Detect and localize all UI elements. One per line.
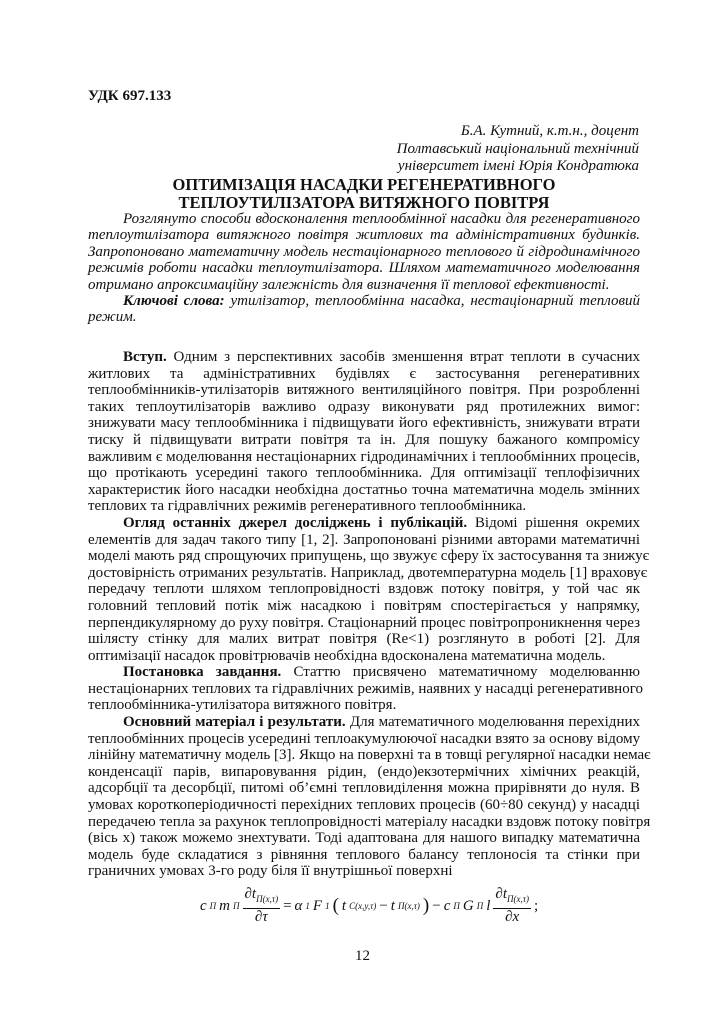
eq-fraction (243, 886, 281, 926)
title-line: ОПТИМІЗАЦІЯ НАСАДКИ РЕГЕНЕРАТИВНОГО (172, 175, 556, 194)
eq-sub: П (476, 901, 484, 911)
paragraph-text: житлових та адміністративних будівлях є застосування регенеративних (88, 365, 640, 382)
eq-symbol: m (219, 897, 231, 914)
paragraph-text: Для математичного моделювання перехідних (345, 714, 640, 731)
author-affiliation: Полтавський національний технічний (396, 140, 639, 157)
eq-sub: П (209, 901, 217, 911)
eq-sub: C(x,y,τ) (349, 901, 377, 911)
eq-symbol: t (390, 897, 395, 914)
paragraph-line (88, 382, 640, 399)
paragraph-text: (вісь x) також можемо знехтувати. Тоді адаптована для нашого випадку математична (88, 830, 640, 847)
paragraph-text: Відомі рішення окремих (467, 514, 640, 531)
paragraph-line (88, 780, 640, 797)
eq-sub: 1 (325, 901, 330, 911)
keywords-label: Ключові слова: (123, 292, 225, 309)
paragraph-line (88, 680, 643, 698)
paragraph-line (88, 498, 640, 515)
paragraph-text: теплообмінника-утилізатора витяжного повітря. (88, 697, 397, 714)
eq-sign: − (379, 897, 388, 914)
paragraph-line (88, 797, 640, 814)
author-affiliation: університет імені Юрія Кондратюка (397, 158, 639, 174)
paragraph-text: Статтю присвячено математичному моделюванню (281, 664, 641, 681)
eq-sign: − (432, 897, 441, 914)
abstract-line (88, 227, 640, 243)
paragraph-text: елементів для задач такого типу [1, 2]. Запропоновані різними авторами математичні (88, 531, 640, 548)
keywords-text: режим. (88, 309, 137, 326)
abstract-text: Запропоновано математичну модель нестаціонарного теплового й гідродинамічного (88, 243, 640, 260)
paragraph-line (88, 648, 640, 665)
paragraph-line (88, 366, 640, 383)
abstract-line (88, 211, 640, 227)
paragraph-text: що протікають усередині такого теплообмінника. Для оптимізації теплофізичних (88, 465, 640, 482)
paragraph-text: лінійну математичну модель [3]. Якщо на поверхні та в товщі регулярної насадки немає (88, 747, 651, 764)
paragraph-text: достовірність отриманих результатів. Наприклад, двотемпературна модель [1] враховує (88, 564, 648, 581)
paragraph-text: моделі мають ряд спрощуючих припущень, що звужує сферу їх застосування та знижує (88, 548, 650, 565)
paragraph-text: таких теплоутилізаторів важливо одразу виконувати ряд протилежних вимог: (88, 398, 640, 415)
title-line: ТЕПЛОУТИЛІЗАТОРА ВИТЯЖНОГО ПОВІТРЯ (178, 192, 550, 212)
eq-symbol: ∂x (505, 909, 520, 925)
paragraph-line (88, 432, 640, 449)
paragraph-line (88, 515, 640, 532)
abstract-line (88, 260, 640, 276)
eq-symbol: c (443, 897, 451, 914)
author-name: Б.А. Кутний, к.т.н., доцент (460, 123, 639, 139)
paragraph-line (88, 548, 650, 565)
eq-symbol: G (462, 897, 474, 914)
paragraph-line (88, 813, 651, 831)
paragraph-line (88, 731, 640, 748)
paragraph-text: Одним з перспективних засобів зменшення втрат теплоти в сучасних (166, 349, 640, 365)
paragraph-line (88, 714, 640, 731)
paragraph-line (88, 697, 640, 714)
paragraph-text: характеристик його насадки необхідна достатньо точна математична модель змінних (88, 481, 640, 498)
eq-sub: П(x,τ) (397, 901, 420, 911)
paragraph-text: конденсації парів, випаровування рідин, (ендо)екзотермічних хімічних реакцій, (88, 763, 640, 780)
eq-sub: П(x,τ) (507, 894, 529, 904)
keywords-line (88, 293, 640, 309)
paragraph-line (88, 747, 651, 764)
abstract-text: отримано апроксимаційну залежність для визначення її теплової ефективності. (88, 276, 610, 293)
eq-paren: ( (332, 895, 339, 916)
paragraph-text: модель буде складатися з рівняння теплового балансу теплоносія та стінки при (88, 846, 640, 863)
eq-sign: = (283, 897, 292, 914)
paragraph-text: важливим є моделювання нестаціонарних гідродинамічних і теплообмінних процесів, (88, 448, 640, 465)
paragraph-text: передачею тепла за рахунок теплопровідності матеріалу насадки вздовж потоку повітря (88, 813, 651, 830)
paragraph-text: адсорбції та десорбції, питомі об’ємні тепловиділення можна прирівняти до нуля. В (88, 780, 640, 797)
eq-fraction (493, 886, 531, 926)
paragraph-line (88, 399, 640, 416)
paragraph-line (88, 631, 640, 648)
paragraph-text: нестаціонарних теплових та гідравлічних режимів, наявних у насадці регенеративного (88, 680, 643, 697)
keywords-text: утилізатор, теплообмінна насадка, нестаціонарний тепловий (224, 292, 640, 309)
paragraph-line (88, 349, 640, 366)
section-heading: Огляд останніх джерел досліджень і публікацій. (123, 514, 468, 531)
equation (200, 886, 600, 926)
eq-sub: 1 (305, 901, 310, 911)
paragraph-line (88, 449, 640, 466)
eq-punct: ; (533, 897, 539, 914)
eq-symbol: F (312, 897, 323, 914)
abstract (88, 211, 640, 326)
paragraph-line (88, 664, 640, 681)
udc-code: УДК 697.133 (88, 88, 172, 104)
paragraph-text: оптимізації насадок провітрювачів необхідна вдосконалена математична модель. (88, 647, 606, 664)
paragraph-line (88, 598, 640, 615)
paragraph-text: граничних умовах 3-го роду біля її внутрішньої поверхні (88, 863, 453, 880)
author-block (397, 123, 639, 176)
paragraph-text: передачу теплоти шляхом теплопровідності вздовж потоку повітря, у той час як (88, 581, 640, 598)
paragraph-line (88, 415, 640, 432)
abstract-line (88, 244, 640, 260)
keywords-line (88, 309, 640, 325)
paragraph-text: перпендикулярному до руху повітря. Стаціонарний процес повітропроникнення через (88, 614, 640, 631)
paragraph-line (88, 465, 640, 482)
eq-sub: П(x,τ) (256, 894, 279, 904)
page-number: 12 (355, 948, 370, 964)
eq-symbol: α (294, 897, 303, 914)
paragraph-line (88, 581, 640, 598)
paragraph-text: теплообмінників-утилізаторів витяжного вентиляційного повітря. При розробленні (88, 382, 640, 399)
section-heading: Основний матеріал і результати. (123, 714, 346, 731)
eq-symbol: ∂τ (254, 909, 268, 925)
paragraph-text: теплових та гідравлічних режимів регенеративного теплообмінника. (88, 498, 527, 515)
paragraph-line (88, 830, 640, 847)
paragraph-line (88, 564, 648, 582)
eq-sub: П (453, 901, 460, 911)
section-heading: Постановка завдання. (123, 664, 282, 681)
eq-sub: П (233, 901, 240, 911)
abstract-line (88, 277, 640, 293)
paragraph-line (88, 847, 640, 864)
abstract-text: режимів роботи насадки теплоутилізатора. Шляхом математичного моделювання (88, 260, 640, 277)
abstract-text: теплоутилізатора витяжного повітря житлових та адміністративних будинків. (88, 227, 640, 244)
paragraph-text: головний тепловий потік між насадкою і повітрям спостерігається у напрямку, (88, 597, 640, 614)
paragraph-text: умовах короткоперіодичності перехідних теплових процесів (60÷80 секунд) у насадці (88, 797, 640, 814)
eq-symbol: l (486, 897, 491, 914)
section-heading: Вступ. (123, 349, 167, 365)
article-title (88, 176, 640, 211)
eq-paren: ) (422, 895, 430, 916)
eq-symbol: t (341, 897, 347, 914)
paragraph-text: знижувати масу теплообмінника і підвищувати його ефективність, знижувати втрати (88, 415, 640, 432)
abstract-text: Розглянуто способи вдосконалення теплообмінної насадки для регенеративного (123, 211, 640, 227)
article-body (88, 349, 651, 880)
paragraph-line (88, 615, 640, 632)
paragraph-line (88, 764, 640, 781)
eq-symbol: c (200, 897, 207, 914)
eq-symbol: ∂t (495, 886, 507, 902)
paragraph-line (88, 532, 640, 549)
paragraph-text: теплообмінних процесів усередині теплоакумулюючої насадки взято за основу відому (88, 730, 641, 747)
paragraph-text: тиску й підвищувати витрати повітря та ін. Для пошуку бажаного компромісу (88, 431, 640, 448)
paragraph-line (88, 863, 640, 880)
eq-symbol: ∂t (244, 886, 257, 902)
paragraph-line (88, 482, 640, 499)
paragraph-text: шілясту стінку для малих витрат повітря (Re<1) розглянуто в роботі [2]. Для (88, 631, 640, 648)
